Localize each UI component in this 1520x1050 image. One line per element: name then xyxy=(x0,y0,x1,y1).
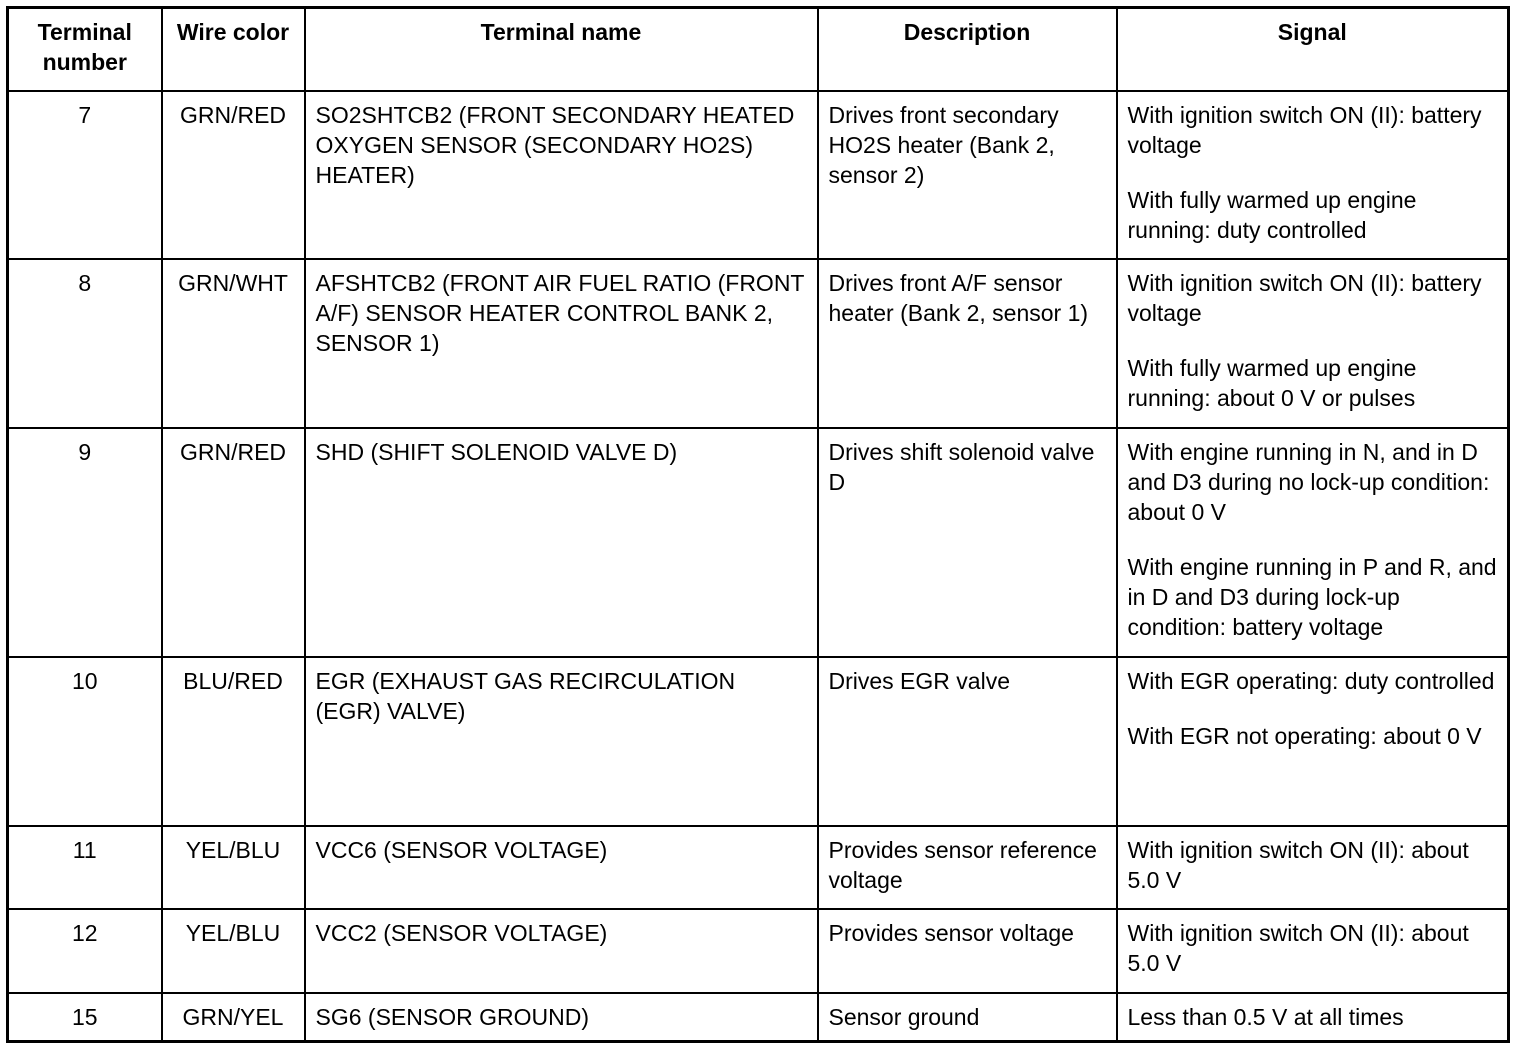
header-wire-color: Wire color xyxy=(162,8,305,91)
header-row xyxy=(8,8,1509,91)
signal-line: With engine running in P and R, and in D and D3 during lock-up condition: battery voltage xyxy=(1127,553,1497,640)
table-row xyxy=(8,91,1509,259)
terminal-name-cell: SO2SHTCB2 (FRONT SECONDARY HEATED OXYGEN SENSOR (SECONDARY HO2S) HEATER) xyxy=(305,91,818,259)
signal-cell xyxy=(1117,657,1509,826)
table-row xyxy=(8,657,1509,826)
wire-color-cell: GRN/WHT xyxy=(162,259,305,428)
signal-line: With EGR operating: duty controlled xyxy=(1127,667,1495,694)
description-cell: Drives front secondary HO2S heater (Bank 2, sensor 2) xyxy=(818,91,1117,259)
terminal-number-cell: 11 xyxy=(8,826,162,909)
table-row xyxy=(8,826,1509,909)
signal-line: Less than 0.5 V at all times xyxy=(1127,1003,1404,1030)
signal-line: With engine running in N, and in D and D3 during no lock-up condition: about 0 V xyxy=(1127,438,1490,525)
signal-line: With ignition switch ON (II): battery voltage xyxy=(1127,269,1482,326)
signal-cell xyxy=(1117,428,1509,657)
signal-line: With fully warmed up engine running: about 0 V or pulses xyxy=(1127,354,1417,411)
terminal-number-cell: 7 xyxy=(8,91,162,259)
table-row xyxy=(8,428,1509,657)
terminal-table xyxy=(6,6,1510,1043)
description-cell: Drives shift solenoid valve D xyxy=(818,428,1117,657)
description-cell: Drives EGR valve xyxy=(818,657,1117,826)
terminal-name-cell: SG6 (SENSOR GROUND) xyxy=(305,993,818,1042)
terminal-number-cell: 8 xyxy=(8,259,162,428)
terminal-name-cell: EGR (EXHAUST GAS RECIRCULATION (EGR) VALVE) xyxy=(305,657,818,826)
wire-color-cell: GRN/RED xyxy=(162,428,305,657)
terminal-number-cell: 10 xyxy=(8,657,162,826)
signal-cell xyxy=(1117,993,1509,1042)
header-terminal-number: Terminal number xyxy=(8,8,162,91)
signal-cell xyxy=(1117,909,1509,993)
signal-cell xyxy=(1117,91,1509,259)
terminal-number-cell: 15 xyxy=(8,993,162,1042)
terminal-name-cell: SHD (SHIFT SOLENOID VALVE D) xyxy=(305,428,818,657)
table-row xyxy=(8,259,1509,428)
wire-color-cell: YEL/BLU xyxy=(162,826,305,909)
terminal-name-cell: VCC2 (SENSOR VOLTAGE) xyxy=(305,909,818,993)
header-description: Description xyxy=(818,8,1117,91)
description-cell: Sensor ground xyxy=(818,993,1117,1042)
wire-color-cell: YEL/BLU xyxy=(162,909,305,993)
terminal-name-cell: AFSHTCB2 (FRONT AIR FUEL RATIO (FRONT A/F) SENSOR HEATER CONTROL BANK 2, SENSOR 1) xyxy=(305,259,818,428)
description-cell: Provides sensor reference voltage xyxy=(818,826,1117,909)
signal-cell xyxy=(1117,826,1509,909)
signal-line: With EGR not operating: about 0 V xyxy=(1127,722,1482,749)
header-signal: Signal xyxy=(1117,8,1509,91)
signal-line: With ignition switch ON (II): about 5.0 V xyxy=(1127,836,1469,893)
description-cell: Drives front A/F sensor heater (Bank 2, sensor 1) xyxy=(818,259,1117,428)
terminal-name-cell: VCC6 (SENSOR VOLTAGE) xyxy=(305,826,818,909)
table-row xyxy=(8,993,1509,1042)
wire-color-cell: GRN/RED xyxy=(162,91,305,259)
description-cell: Provides sensor voltage xyxy=(818,909,1117,993)
wire-color-cell: GRN/YEL xyxy=(162,993,305,1042)
wire-color-cell: BLU/RED xyxy=(162,657,305,826)
signal-cell xyxy=(1117,259,1509,428)
signal-line: With ignition switch ON (II): about 5.0 V xyxy=(1127,919,1469,976)
header-terminal-name: Terminal name xyxy=(305,8,818,91)
signal-line: With fully warmed up engine running: duty controlled xyxy=(1127,186,1417,243)
signal-line: With ignition switch ON (II): battery voltage xyxy=(1127,101,1482,158)
terminal-number-cell: 12 xyxy=(8,909,162,993)
table-row xyxy=(8,909,1509,993)
terminal-number-cell: 9 xyxy=(8,428,162,657)
